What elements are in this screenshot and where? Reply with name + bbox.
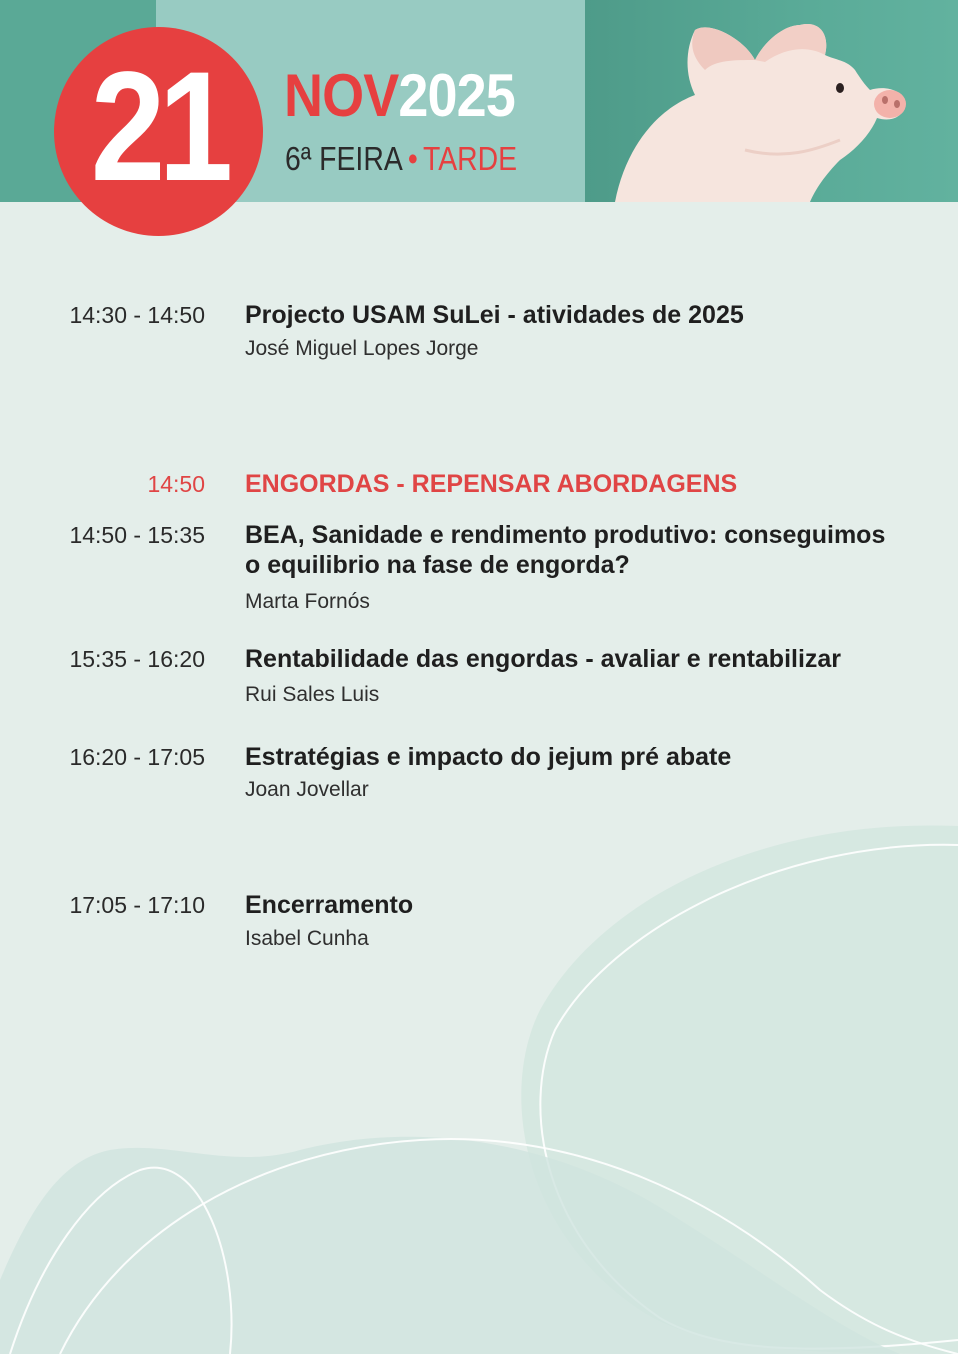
session-time: 16:20 - 17:05 xyxy=(69,744,205,770)
year: 2025 xyxy=(398,62,515,129)
separator-dot: • xyxy=(407,140,418,177)
month: NOV xyxy=(284,62,399,129)
session-title: Estratégias e impacto do jejum pré abate xyxy=(245,743,732,771)
session-time: 17:05 - 17:10 xyxy=(69,892,205,918)
session-time: 14:50 - 15:35 xyxy=(69,522,205,548)
weekday-period xyxy=(285,140,517,178)
session-speaker: Marta Fornós xyxy=(245,590,370,613)
session-time: 15:35 - 16:20 xyxy=(69,646,205,672)
section-title: ENGORDAS - REPENSAR ABORDAGENS xyxy=(245,470,738,498)
session-speaker: Rui Sales Luis xyxy=(245,683,380,706)
session-speaker: Joan Jovellar xyxy=(245,778,369,801)
session-speaker: Isabel Cunha xyxy=(245,927,369,950)
session-speaker: José Miguel Lopes Jorge xyxy=(245,337,479,360)
section-time: 14:50 xyxy=(147,471,205,497)
session-title: Encerramento xyxy=(245,891,414,919)
month-year xyxy=(284,64,515,128)
session-title: BEA, Sanidade e rendimento produtivo: conseguimos o equilibrio na fase de engorda? xyxy=(245,521,886,579)
pig-icon xyxy=(585,0,958,202)
session-title: Rentabilidade das engordas - avaliar e rentabilizar xyxy=(245,645,842,673)
day-number: 21 xyxy=(90,40,227,214)
session-time: 14:30 - 14:50 xyxy=(69,302,205,328)
weekday: 6ª FEIRA xyxy=(285,140,403,177)
session-title: Projecto USAM SuLei - atividades de 2025 xyxy=(245,301,744,329)
pig-photo-panel xyxy=(585,0,958,202)
period: TARDE xyxy=(423,140,518,177)
